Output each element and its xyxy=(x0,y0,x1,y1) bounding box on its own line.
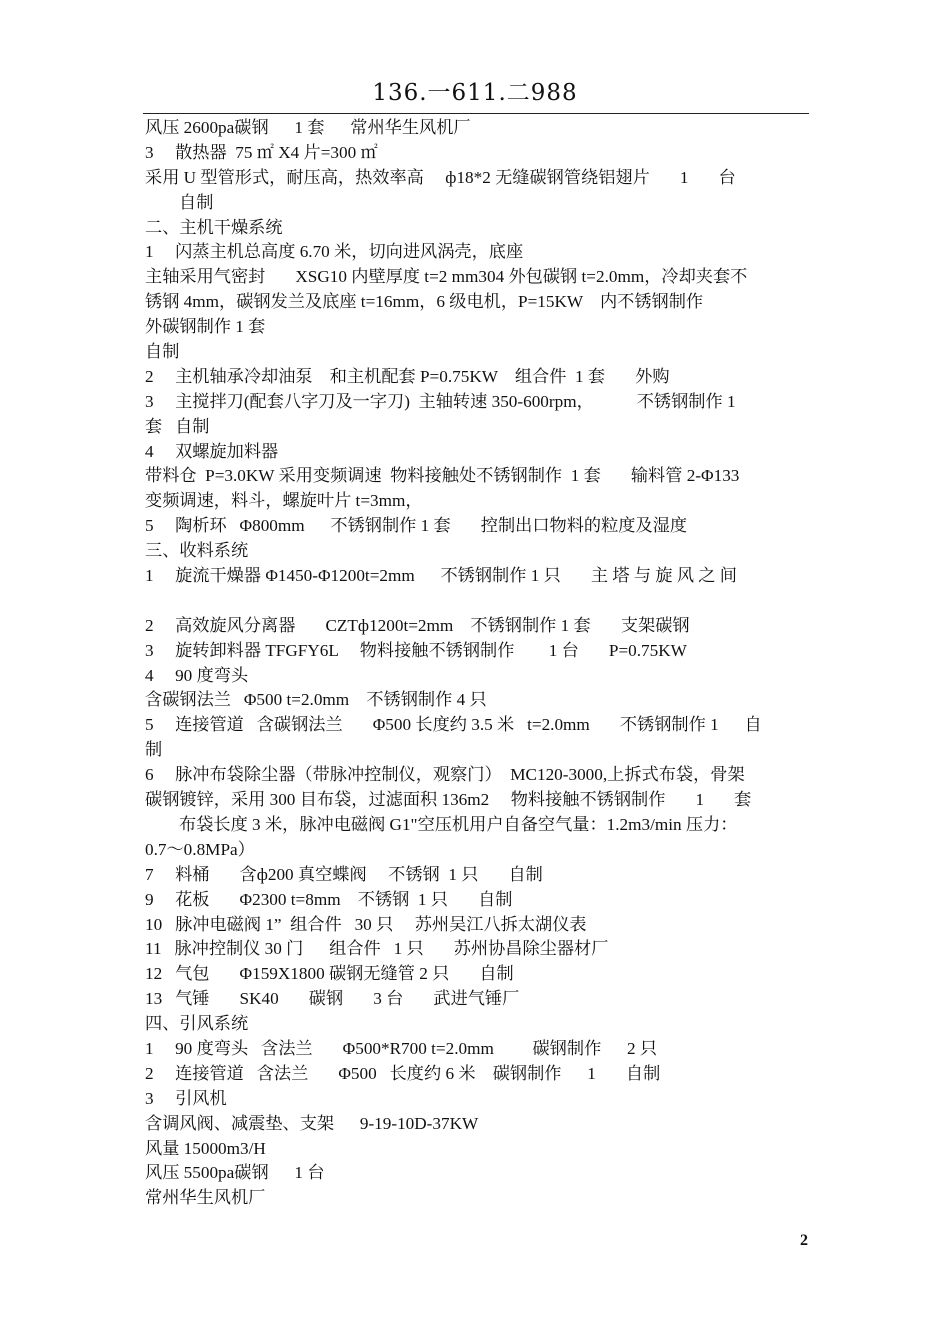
text-line: 5 连接管道 含碳钢法兰 Φ500 长度约 3.5 米 t=2.0mm 不锈钢制作 1 自 xyxy=(145,715,762,735)
text-line: 3 引风机 xyxy=(145,1088,227,1108)
text-line: 采用 U 型管形式，耐压高，热效率高 ф18*2 无缝碳钢管绕铝翅片 1 台 xyxy=(145,167,736,187)
text-line: 常州华生风机厂 xyxy=(145,1188,266,1208)
text-line: 含碳钢法兰 Φ500 t=2.0mm 不锈钢制作 4 只 xyxy=(145,690,487,710)
text-line: 2 高效旋风分离器 CZTф1200t=2mm 不锈钢制作 1 套 支架碳钢 xyxy=(145,615,690,635)
header-divider xyxy=(143,113,809,114)
text-line: 主轴采用气密封 XSG10 内壁厚度 t=2 mm304 外包碳钢 t=2.0mm，冷却夹套不 xyxy=(145,267,748,287)
text-line: 11 脉冲控制仪 30 门 组合件 1 只 苏州协昌除尘器材厂 xyxy=(145,939,609,959)
section-heading: 四、引风系统 xyxy=(145,1014,249,1034)
text-line: 5 陶析环 Φ800mm 不锈钢制作 1 套 控制出口物料的粒度及湿度 xyxy=(145,516,688,536)
text-line: 1 闪蒸主机总高度 6.70 米，切向进风涡壳，底座 xyxy=(145,242,524,262)
text-line: 4 90 度弯头 xyxy=(145,665,249,685)
text-line: 1 旋流干燥器 Φ1450-Φ1200t=2mm 不锈钢制作 1 只 主 塔 与 旋 风 之 间 xyxy=(145,566,737,586)
text-line: 带料仓 P=3.0KW 采用变频调速 物料接触处不锈钢制作 1 套 输料管 2-Φ133 xyxy=(145,466,740,486)
text-line: 2 主机轴承冷却油泵 和主机配套 P=0.75KW 组合件 1 套 外购 xyxy=(145,366,670,386)
text-line: 3 旋转卸料器 TFGFY6L 物料接触不锈钢制作 1 台 P=0.75KW xyxy=(145,640,687,660)
text-line: 9 花板 Φ2300 t=8mm 不锈钢 1 只 自制 xyxy=(145,889,513,909)
text-line: 外碳钢制作 1 套 xyxy=(145,317,266,337)
page-header-title: 136.一611.二988 xyxy=(372,80,578,106)
text-line: 制 xyxy=(145,740,163,760)
text-line: 6 脉冲布袋除尘器（带脉冲控制仪，观察门） MC120-3000,上拆式布袋，骨架 xyxy=(145,765,745,785)
document-body xyxy=(145,116,808,1211)
text-line: 10 脉冲电磁阀 1” 组合件 30 只 苏州吴江八拆太湖仪表 xyxy=(145,914,587,934)
text-line: 风量 15000m3/H xyxy=(145,1138,266,1158)
text-line: 12 气包 Φ159X1800 碳钢无缝管 2 只 自制 xyxy=(145,964,514,984)
text-line: 2 连接管道 含法兰 Φ500 长度约 6 米 碳钢制作 1 自制 xyxy=(145,1063,661,1083)
text-line: 布袋长度 3 米，脉冲电磁阀 G1"空压机用户自备空气量：1.2m3/min 压力： xyxy=(179,814,738,834)
text-line: 0.7～0.8MPa） xyxy=(145,839,255,859)
text-line: 13 气锤 SK40 碳钢 3 台 武进气锤厂 xyxy=(145,989,520,1009)
text-line: 变频调速，料斗，螺旋叶片 t=3mm， xyxy=(145,491,423,511)
blank-line xyxy=(145,589,808,614)
text-line: 1 90 度弯头 含法兰 Φ500*R700 t=2.0mm 碳钢制作 2 只 xyxy=(145,1038,658,1058)
text-line: 7 料桶 含ф200 真空蝶阀 不锈钢 1 只 自制 xyxy=(145,864,543,884)
text-line: 自制 xyxy=(179,192,214,212)
text-line: 碳钢镀锌，采用 300 目布袋，过滤面积 136m2 物料接触不锈钢制作 1 套 xyxy=(145,790,752,810)
text-line: 套 自制 xyxy=(145,416,210,436)
text-line: 风压 5500pa碳钢 1 台 xyxy=(145,1163,325,1183)
text-line: 含调风阀、减震垫、支架 9-19-10D-37KW xyxy=(145,1113,479,1133)
text-line: 锈钢 4mm，碳钢发兰及底座 t=16mm，6 级电机，P=15KW 内不锈钢制作 xyxy=(145,292,704,312)
section-heading: 三、收料系统 xyxy=(145,541,249,561)
section-heading: 二、主机干燥系统 xyxy=(145,217,283,237)
text-line: 3 主搅拌刀(配套八字刀及一字刀) 主轴转速 350-600rpm， 不锈钢制作 1 xyxy=(145,391,736,411)
text-line: 自制 xyxy=(145,342,180,362)
page-number: 2 xyxy=(800,1232,808,1249)
text-line: 3 散热器 75 ㎡ X4 片=300 ㎡ xyxy=(145,142,378,162)
text-line: 风压 2600pa碳钢 1 套 常州华生风机厂 xyxy=(145,118,471,137)
text-line: 4 双螺旋加料器 xyxy=(145,441,279,461)
